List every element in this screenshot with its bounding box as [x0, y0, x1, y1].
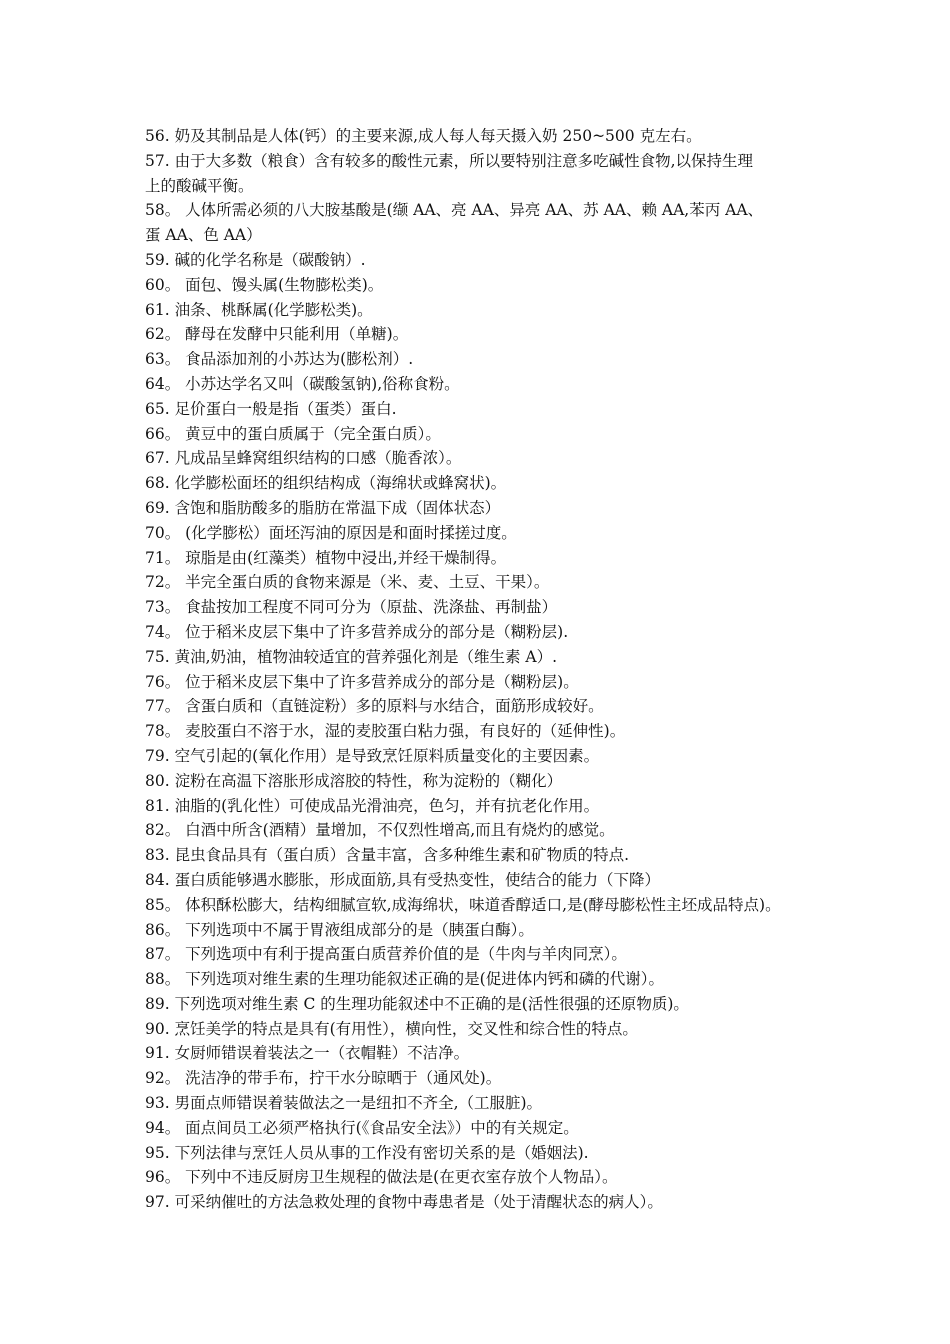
document-line: 73。 食盐按加工程度不同可分为（原盐、洗涤盐、再制盐）: [145, 598, 558, 617]
document-line: 97. 可采纳催吐的方法急救处理的食物中毒患者是（处于清醒状态的病人）。: [145, 1193, 663, 1212]
document-line: 89. 下列选项对维生素 C 的生理功能叙述中不正确的是(活性很强的还原物质)。: [145, 994, 689, 1013]
document-line: 68. 化学膨松面坯的组织结构成（海绵状或蜂窝状)。: [145, 474, 507, 493]
document-line: 63。 食品添加剂的小苏达为(膨松剂）.: [145, 350, 414, 369]
document-line: 93. 男面点师错误着装做法之一是纽扣不齐全,（工服脏)。: [145, 1094, 543, 1113]
document-line: 79. 空气引起的(氧化作用）是导致烹饪原料质量变化的主要因素。: [145, 746, 600, 765]
document-line: 69. 含饱和脂肪酸多的脂肪在常温下成（固体状态）: [145, 498, 501, 517]
document-line: 59. 碱的化学名称是（碳酸钠）.: [145, 250, 366, 269]
document-line: 96。 下列中不违反厨房卫生规程的做法是(在更衣室存放个人物品）。: [145, 1168, 618, 1187]
document-line: 蛋 AA、色 AA）: [145, 226, 262, 245]
document-line: 85。 体积酥松膨大，结构细腻宣软,成海绵状，味道香醇适口,是(酵母膨松性主坯成品特点)。: [145, 895, 781, 914]
document-line: 94。 面点间员工必须严格执行(《食品安全法》）中的有关规定。: [145, 1118, 579, 1137]
document-line: 77。 含蛋白质和（直链淀粉）多的原料与水结合，面筋形成较好。: [145, 697, 604, 716]
document-line: 67. 凡成品呈蜂窝组织结构的口感（脆香浓）。: [145, 449, 462, 468]
document-line: 57. 由于大多数（粮食）含有较多的酸性元素，所以要特别注意多吃碱性食物,以保持生理: [145, 151, 754, 170]
document-line: 78。 麦胶蛋白不溶于水，湿的麦胶蛋白粘力强，有良好的（延伸性)。: [145, 722, 626, 741]
document-line: 83. 昆虫食品具有（蛋白质）含量丰富，含多种维生素和矿物质的特点.: [145, 846, 630, 865]
document-line: 70。 (化学膨松）面坯泻油的原因是和面时揉搓过度。: [145, 523, 517, 542]
document-line: 95. 下列法律与烹饪人员从事的工作没有密切关系的是（婚姻法).: [145, 1143, 589, 1162]
document-line: 61. 油条、桃酥属(化学膨松类)。: [145, 300, 373, 319]
document-line: 82。 白酒中所含(酒精）量增加，不仅烈性增高,而且有烧灼的感觉。: [145, 821, 615, 840]
document-line: 66。 黄豆中的蛋白质属于（完全蛋白质）。: [145, 424, 441, 443]
document-line: 56. 奶及其制品是人体(钙）的主要来源,成人每人每天摄入奶 250~500 克左右。: [145, 127, 702, 145]
document-line: 90. 烹饪美学的特点是具有(有用性），横向性，交叉性和综合性的特点。: [145, 1019, 638, 1038]
document-line: 92。 洗洁净的带手布，拧干水分晾晒于（通风处)。: [145, 1069, 502, 1088]
document-line: 86。 下列选项中不属于胃液组成部分的是（胰蛋白酶）。: [145, 920, 534, 939]
document-line: 75. 黄油,奶油，植物油较适宜的营养强化剂是（维生素 A）.: [145, 647, 558, 666]
document-line: 81. 油脂的(乳化性）可使成品光滑油亮，色匀，并有抗老化作用。: [145, 796, 600, 815]
document-line: 88。 下列选项对维生素的生理功能叙述正确的是(促进体内钙和磷的代谢）。: [145, 970, 664, 989]
document-line: 91. 女厨师错误着装法之一（衣帽鞋）不洁净。: [145, 1044, 470, 1063]
document-line: 62。 酵母在发酵中只能利用（单糖)。: [145, 325, 409, 344]
document-line: 76。 位于稻米皮层下集中了许多营养成分的部分是（糊粉层)。: [145, 672, 579, 691]
document-body: [145, 124, 825, 1215]
document-line: 58。 人体所需必须的八大胺基酸是(缬 AA、亮 AA、异亮 AA、苏 AA、赖 AA,苯丙 AA、: [145, 201, 764, 220]
document-line: 72。 半完全蛋白质的食物来源是（米、麦、土豆、干果）。: [145, 573, 550, 592]
document-line: 上的酸碱平衡。: [145, 176, 254, 195]
document-line: 60。 面包、馒头属(生物膨松类)。: [145, 275, 384, 294]
document-line: 80. 淀粉在高温下溶胀形成溶胶的特性，称为淀粉的（糊化）: [145, 771, 563, 790]
document-line: 87。 下列选项中有利于提高蛋白质营养价值的是（牛肉与羊肉同烹）。: [145, 945, 627, 964]
document-line: 84. 蛋白质能够遇水膨胀，形成面筋,具有受热变性，使结合的能力（下降）: [145, 870, 661, 889]
document-line: 64。 小苏达学名又叫（碳酸氢钠),俗称食粉。: [145, 374, 460, 393]
document-line: 71。 琼脂是由(红藻类）植物中浸出,并经干燥制得。: [145, 548, 507, 567]
document-line: 74。 位于稻米皮层下集中了许多营养成分的部分是（糊粉层).: [145, 622, 569, 641]
document-line: 65. 足价蛋白一般是指（蛋类）蛋白.: [145, 399, 397, 418]
